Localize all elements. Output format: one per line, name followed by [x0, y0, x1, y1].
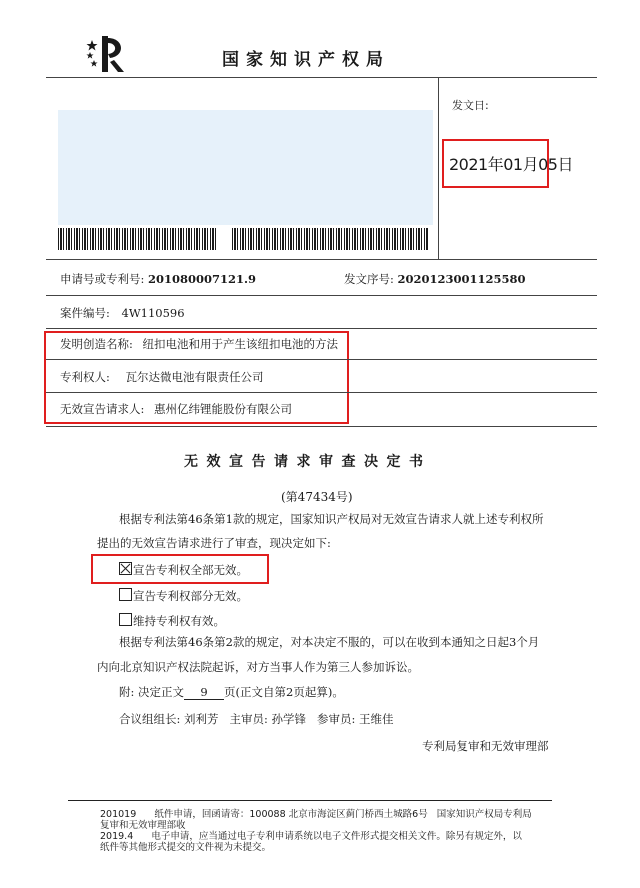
issue-date-value: 2021年01月05日	[449, 155, 573, 174]
option-label: 宣告专利权全部无效。	[133, 563, 248, 577]
paragraph-1-line-2: 提出的无效宣告请求进行了审查，现决定如下:	[97, 536, 331, 550]
checkbox-empty-icon	[119, 588, 132, 601]
doc-serial-row	[344, 274, 526, 286]
requester-label: 无效宣告请求人:	[60, 402, 145, 416]
cnipa-logo	[86, 34, 130, 74]
invention-name-value: 纽扣电池和用于产生该纽扣电池的方法	[142, 337, 339, 351]
info-rule-6	[46, 426, 597, 427]
doc-serial-label: 发文序号:	[344, 272, 394, 286]
case-no-row	[60, 308, 185, 320]
header-divider	[438, 77, 439, 259]
attachment-prefix: 附: 决定正文	[119, 685, 185, 699]
checkbox-empty-icon	[119, 613, 132, 626]
info-rule-5	[46, 392, 597, 393]
footer-line-3: 2019.4 电子申请，应当通过电子专利申请系统以电子文件形式提交相关文件。除另有规定外，以	[100, 831, 522, 842]
requester-value: 惠州亿纬锂能股份有限公司	[154, 402, 293, 416]
barcode-left	[58, 228, 218, 250]
info-rule-1	[46, 259, 597, 260]
footer-line-2: 复审和无效审理部收	[100, 820, 186, 831]
case-no-value: 4W110596	[121, 306, 185, 320]
header-top-rule	[46, 77, 597, 78]
option-label: 维持专利权有效。	[133, 614, 225, 628]
paragraph-1-line-1: 根据专利法第46条第1款的规定，国家知识产权局对无效宣告请求人就上述专利权所	[119, 512, 544, 526]
invention-name-label: 发明创造名称:	[60, 337, 133, 351]
attachment-pages: 9	[184, 687, 224, 700]
option-invalid-all	[119, 562, 248, 577]
info-rule-3	[46, 328, 597, 329]
attachment-suffix: 页(正文自第2页起算)。	[224, 685, 344, 699]
application-no-label: 申请号或专利号:	[60, 272, 145, 286]
paragraph-2-line-2: 内向北京知识产权法院起诉，对方当事人作为第三人参加诉讼。	[97, 660, 419, 674]
decision-title: 无效宣告请求审查决定书	[184, 454, 432, 470]
cnipa-logo-icon	[86, 34, 130, 74]
requester-row	[60, 404, 292, 416]
attachment-line	[119, 687, 344, 700]
invention-name-row	[60, 339, 338, 351]
patentee-value: 瓦尔达微电池有限责任公司	[125, 370, 264, 384]
paragraph-2-line-1: 根据专利法第46条第2款的规定，对本决定不服的，可以在收到本通知之日起3个月	[119, 635, 540, 649]
case-no-label: 案件编号:	[60, 306, 110, 320]
option-invalid-partial	[119, 588, 248, 603]
application-no-row	[60, 274, 256, 286]
barcode-right	[232, 228, 428, 250]
decision-number: (第47434号)	[281, 490, 353, 504]
footer-line-4: 纸件等其他形式提交的文件视为未提交。	[100, 842, 272, 853]
panel-members: 合议组组长: 刘利芳 主审员: 孙学锋 参审员: 王维佳	[119, 712, 394, 726]
doc-serial-value: 2020123001125580	[397, 272, 526, 286]
issuing-department: 专利局复审和无效审理部	[422, 739, 549, 753]
issue-date-label: 发文日:	[452, 99, 489, 112]
redacted-address	[58, 110, 433, 225]
application-no-value: 201080007121.9	[148, 272, 257, 286]
checkbox-checked-icon	[119, 562, 132, 575]
option-label: 宣告专利权部分无效。	[133, 589, 248, 603]
footer-rule	[68, 800, 552, 801]
footer-line-1: 201019 纸件申请，回函请寄：100088 北京市海淀区蓟门桥西土城路6号 国家知识产权局专利局	[100, 809, 532, 820]
patentee-row	[60, 372, 264, 384]
office-name: 国家知识产权局	[222, 50, 390, 70]
option-maintain	[119, 613, 225, 628]
info-rule-4	[46, 359, 597, 360]
patentee-label: 专利权人:	[60, 370, 110, 384]
info-rule-2	[46, 295, 597, 296]
